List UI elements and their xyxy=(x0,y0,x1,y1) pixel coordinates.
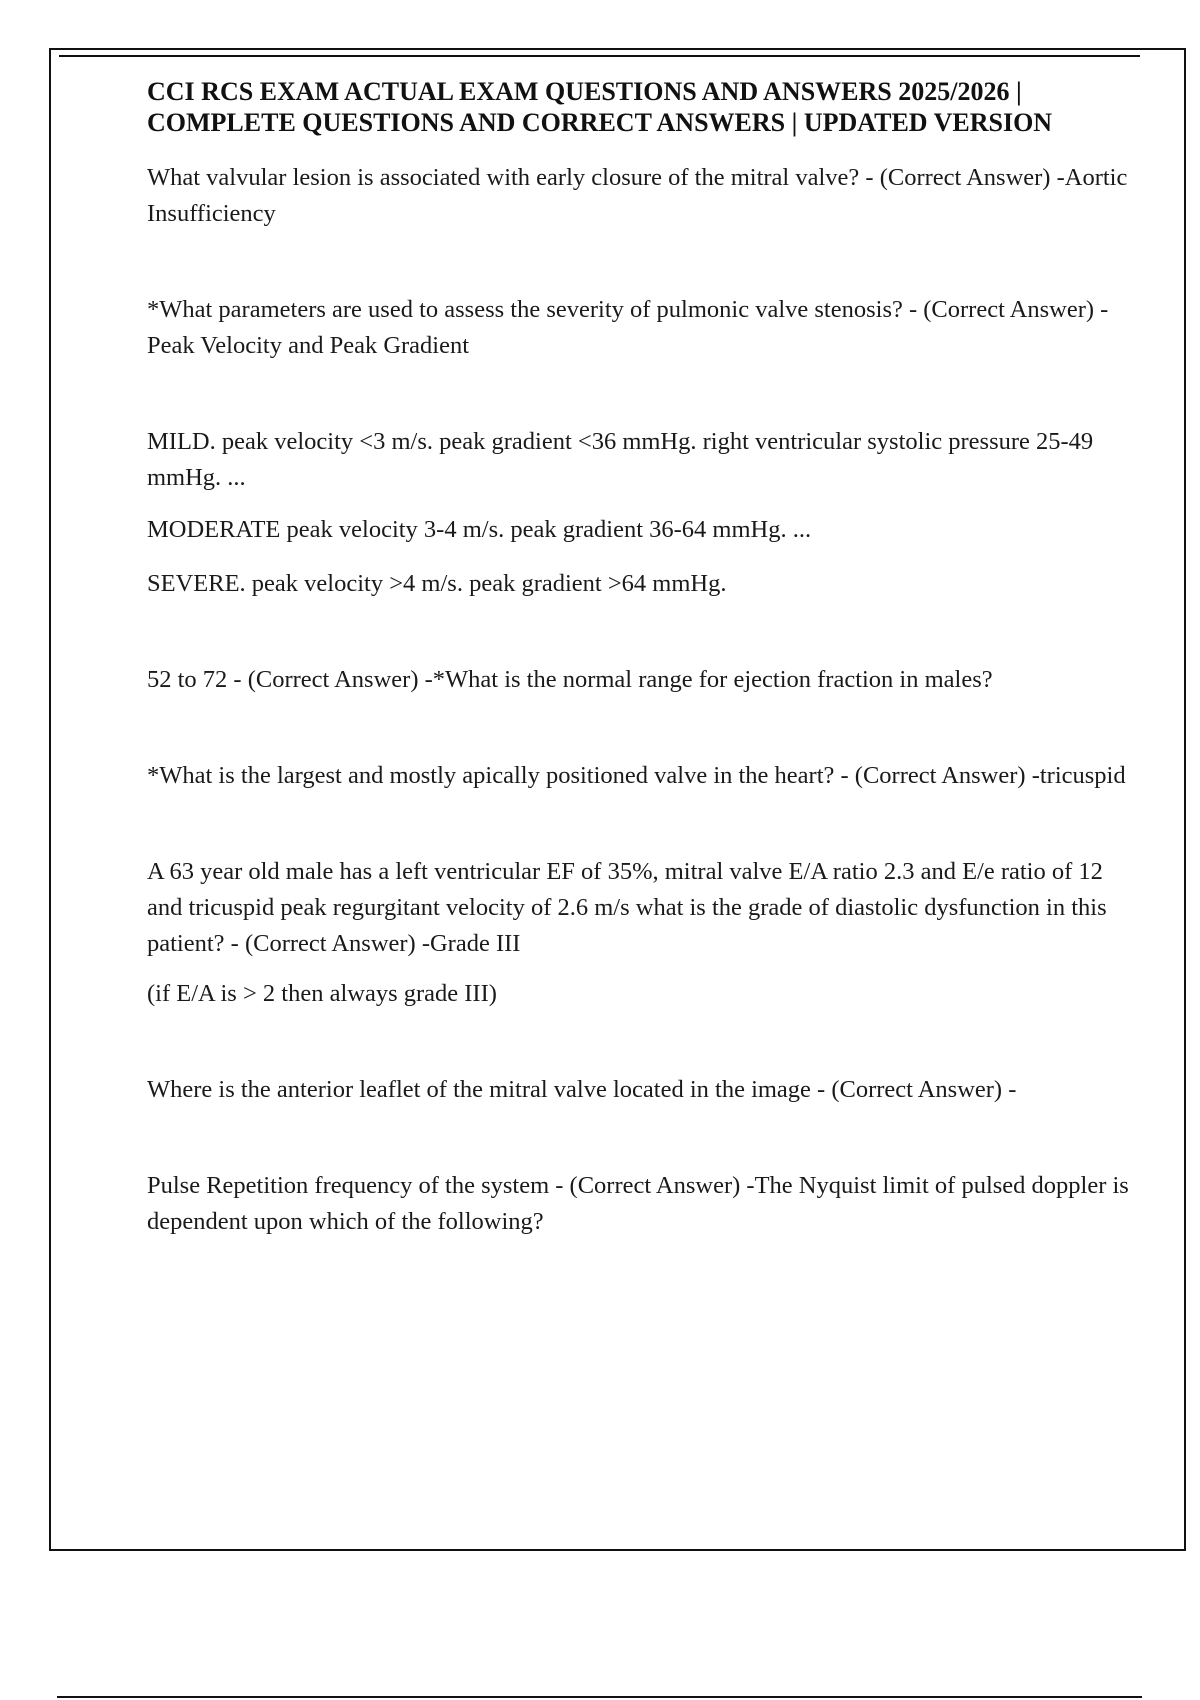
qa-entry-1: What valvular lesion is associated with early closure of the mitral valve? - (Correct Answer) -Aortic Insufficiency xyxy=(147,164,1128,227)
top-rule xyxy=(59,55,1140,57)
severity-table-block xyxy=(147,424,1137,602)
qa-entry-3: 52 to 72 - (Correct Answer) -*What is the normal range for ejection fraction in males? xyxy=(147,666,993,693)
severity-moderate: MODERATE peak velocity 3-4 m/s. peak gradient 36-64 mmHg. ... xyxy=(147,516,812,543)
qa-entry-4: *What is the largest and mostly apically positioned valve in the heart? - (Correct Answer) -tricuspid xyxy=(147,762,1126,789)
qa-entry-5-note: (if E/A is > 2 then always grade III) xyxy=(147,980,497,1007)
qa-entry-6: Where is the anterior leaflet of the mitral valve located in the image - (Correct Answer) - xyxy=(147,1076,1017,1103)
qa-entry-2: *What parameters are used to assess the severity of pulmonic valve stenosis? - (Correct Answer) -Peak Velocity and Peak Gradient xyxy=(147,296,1109,359)
document-title: CCI RCS EXAM ACTUAL EXAM QUESTIONS AND ANSWERS 2025/2026 | COMPLETE QUESTIONS AND CORRECT ANSWERS | UPDATED VERSION xyxy=(147,77,1053,137)
bottom-rule xyxy=(57,1696,1142,1698)
qa-entry-5-block xyxy=(147,854,1137,1012)
qa-entry-5: A 63 year old male has a left ventricular EF of 35%, mitral valve E/A ratio 2.3 and E/e ratio of 12 and tricuspid peak regurgitant velocity of 2.6 m/s what is the grade of diastolic dysfunction in this patient? - (Correct Answer) -Grade III xyxy=(147,858,1107,957)
severity-severe: SEVERE. peak velocity >4 m/s. peak gradient >64 mmHg. xyxy=(147,570,727,597)
qa-entry-7: Pulse Repetition frequency of the system - (Correct Answer) -The Nyquist limit of pulsed doppler is dependent upon which of the following? xyxy=(147,1172,1129,1235)
severity-mild: MILD. peak velocity <3 m/s. peak gradient <36 mmHg. right ventricular systolic pressure 25-49 mmHg. ... xyxy=(147,428,1094,491)
document-content xyxy=(147,76,1137,1240)
page-frame xyxy=(49,48,1186,1551)
